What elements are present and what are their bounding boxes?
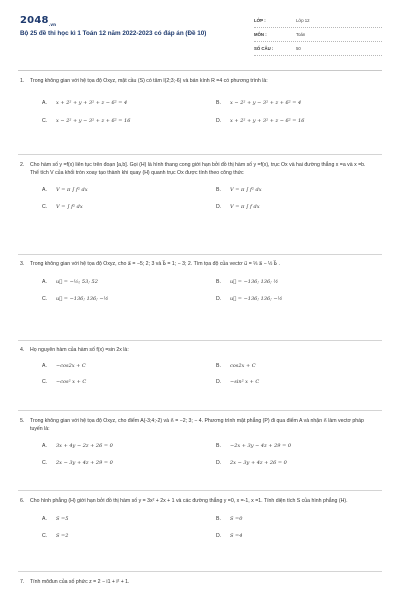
question-separator	[18, 254, 382, 255]
option-value: u⃗ = −136; 136; −½	[56, 295, 109, 302]
logo-text: 2048	[20, 15, 49, 26]
option-c[interactable]	[42, 460, 113, 467]
option-value: u⃗ = −⅙; 53; 52	[56, 278, 98, 285]
option-d[interactable]	[216, 118, 304, 125]
option-value: 2x − 3y + 4z + 26 = 0	[230, 460, 287, 467]
logo-suffix: .vn	[48, 22, 57, 27]
question-3	[18, 261, 382, 309]
question-2	[18, 162, 382, 217]
option-letter: B.	[216, 278, 221, 285]
option-letter: B.	[216, 515, 221, 522]
question-5	[18, 418, 382, 473]
option-b[interactable]	[216, 100, 301, 107]
question-number: 7.	[20, 579, 25, 585]
option-d[interactable]	[216, 460, 287, 467]
info-value: Lớp 12	[296, 17, 310, 23]
site-logo[interactable]	[20, 14, 56, 28]
option-value: −cos2x + C	[56, 362, 86, 369]
option-b[interactable]	[216, 187, 262, 194]
option-value: x − 2² + y − 3² + z + 6² = 16	[56, 117, 131, 124]
options	[30, 269, 382, 309]
option-letter: A.	[42, 278, 47, 285]
option-letter: C.	[42, 460, 48, 467]
question-4	[18, 347, 382, 391]
option-value: V = π ∫ f dx	[230, 204, 260, 211]
option-d[interactable]	[216, 296, 282, 303]
option-letter: A.	[42, 99, 47, 106]
option-letter: C.	[42, 117, 48, 124]
exam-info-box	[254, 14, 382, 56]
option-value: u⃗ = −136; 136; ½	[230, 278, 279, 285]
option-c[interactable]	[42, 379, 86, 386]
header-divider	[18, 70, 382, 71]
question-number: 3.	[20, 261, 25, 267]
option-value: V = π ∫ f² dx	[230, 187, 262, 194]
option-d[interactable]	[216, 533, 242, 540]
options	[30, 433, 382, 473]
question-number: 1.	[20, 78, 25, 84]
option-b[interactable]	[216, 443, 291, 450]
info-value: Toán	[296, 31, 306, 37]
option-letter: B.	[216, 362, 221, 369]
options	[30, 506, 382, 546]
option-value: −2x + 3y − 4z + 29 = 0	[230, 443, 292, 450]
info-row-class	[254, 14, 382, 28]
option-a[interactable]	[42, 187, 88, 194]
option-value: 2x − 3y + 4z + 29 = 0	[56, 460, 113, 467]
option-letter: B.	[216, 187, 221, 194]
option-d[interactable]	[216, 204, 260, 211]
option-value: V = ∫ f² dx	[56, 204, 83, 211]
option-value: 3x + 4y − 2z + 26 = 0	[56, 443, 113, 450]
question-separator	[18, 154, 382, 155]
info-row-count	[254, 42, 382, 56]
option-a[interactable]	[42, 279, 98, 286]
option-letter: A.	[42, 187, 47, 194]
option-a[interactable]	[42, 100, 127, 107]
option-letter: D.	[216, 460, 222, 467]
option-value: S =4	[230, 532, 243, 539]
option-letter: D.	[216, 204, 222, 211]
option-letter: C.	[42, 204, 48, 211]
info-value: 50	[296, 45, 301, 51]
question-1	[18, 78, 382, 126]
option-letter: D.	[216, 295, 222, 302]
option-value: −cos² x + C	[56, 378, 87, 385]
question-7	[18, 579, 382, 587]
option-c[interactable]	[42, 533, 68, 540]
option-d[interactable]	[216, 379, 259, 386]
option-letter: D.	[216, 378, 222, 385]
question-number: 5.	[20, 418, 25, 424]
info-label: SỐ CÂU :	[254, 45, 274, 51]
option-a[interactable]	[42, 516, 68, 523]
info-label: LỚP :	[254, 17, 266, 23]
question-number: 6.	[20, 498, 25, 504]
question-separator	[18, 490, 382, 491]
option-value: −sin² x + C	[230, 378, 260, 385]
options	[30, 86, 382, 126]
question-text: Trong không gian với hệ tọa độ Oxyz, mặt cầu (S) có tâm I(2;3;-6) và bán kính R =4 có phương trình là:	[30, 78, 268, 84]
question-text: Cho hình phẳng (H) giới hạn bởi đồ thị hàm số y = 3x² + 2x + 1 và các đường thẳng y =0, x =-1, x =1. Tính diện tích S của hình phẳng (H).	[30, 498, 348, 504]
option-a[interactable]	[42, 363, 86, 370]
option-value: u⃗ = −136; 136; −½	[230, 295, 283, 302]
question-text: Họ nguyên hàm của hàm số f(x) =sin 2x là:	[30, 347, 129, 353]
option-value: x + 2² + y + 3² + z − 6² = 16	[230, 117, 305, 124]
option-a[interactable]	[42, 443, 113, 450]
question-text: Tính môđun của số phức z = 2 − i1 + i² + 1.	[30, 579, 130, 585]
option-letter: C.	[42, 378, 48, 385]
info-row-subject	[254, 28, 382, 42]
option-letter: A.	[42, 443, 47, 450]
exam-title: Bộ 25 đề thi học kì 1 Toán 12 năm 2022-2023 có đáp án (Đề 10)	[20, 30, 207, 37]
question-6	[18, 498, 382, 546]
option-c[interactable]	[42, 204, 83, 211]
option-letter: B.	[216, 443, 221, 450]
option-value: x − 2² + y − 3² + z + 6² = 4	[230, 99, 302, 106]
option-letter: D.	[216, 117, 222, 124]
option-letter: B.	[216, 99, 221, 106]
option-value: S =2	[56, 532, 69, 539]
option-letter: A.	[42, 362, 47, 369]
option-b[interactable]	[216, 279, 278, 286]
option-c[interactable]	[42, 118, 130, 125]
options	[30, 177, 382, 217]
question-text: Trong không gian với hệ tọa độ Oxyz, cho a⃗ = −5; 2; 3 và b⃗ = 1; − 3; 2. Tìm tọa độ của vectơ u⃗ = ⅓ a⃗ − ½ b⃗ .	[30, 261, 280, 267]
info-label: MÔN :	[254, 31, 267, 37]
option-letter: A.	[42, 515, 47, 522]
option-value: S =5	[56, 515, 69, 522]
question-text: Trong không gian với hệ tọa độ Oxyz, cho điểm A(-3;4;-2) và n⃗ = −2; 3; − 4. Phương trình mặt phẳng (P) đi qua điểm A và nhận n⃗ làm vectơ pháp tuyến là:	[30, 418, 364, 432]
option-value: cos2x + C	[230, 362, 256, 369]
question-text: Cho hàm số y =f(x) liên tục trên đoạn [a,b]. Gọi (H) là hình thang cong giới hạn bởi đồ thị hàm số y =f(x), trục Ox và hai đường thẳng x =a và x =b. Thể tích V của khối tròn xoay tạo thành khi quay (H) quanh trục Ox được tính theo công thức	[30, 162, 366, 176]
question-separator	[18, 340, 382, 341]
option-c[interactable]	[42, 296, 108, 303]
option-letter: C.	[42, 532, 48, 539]
option-value: S =0	[230, 515, 243, 522]
option-b[interactable]	[216, 363, 256, 370]
question-number: 2.	[20, 162, 25, 168]
option-letter: C.	[42, 295, 48, 302]
option-value: x + 2² + y + 3² + z − 6² = 4	[56, 99, 128, 106]
options	[30, 355, 382, 391]
option-b[interactable]	[216, 516, 242, 523]
exam-header	[18, 12, 382, 66]
question-separator	[18, 571, 382, 572]
option-value: V = π ∫ f² dx	[56, 187, 88, 194]
option-letter: D.	[216, 532, 222, 539]
question-separator	[18, 410, 382, 411]
question-number: 4.	[20, 347, 25, 353]
